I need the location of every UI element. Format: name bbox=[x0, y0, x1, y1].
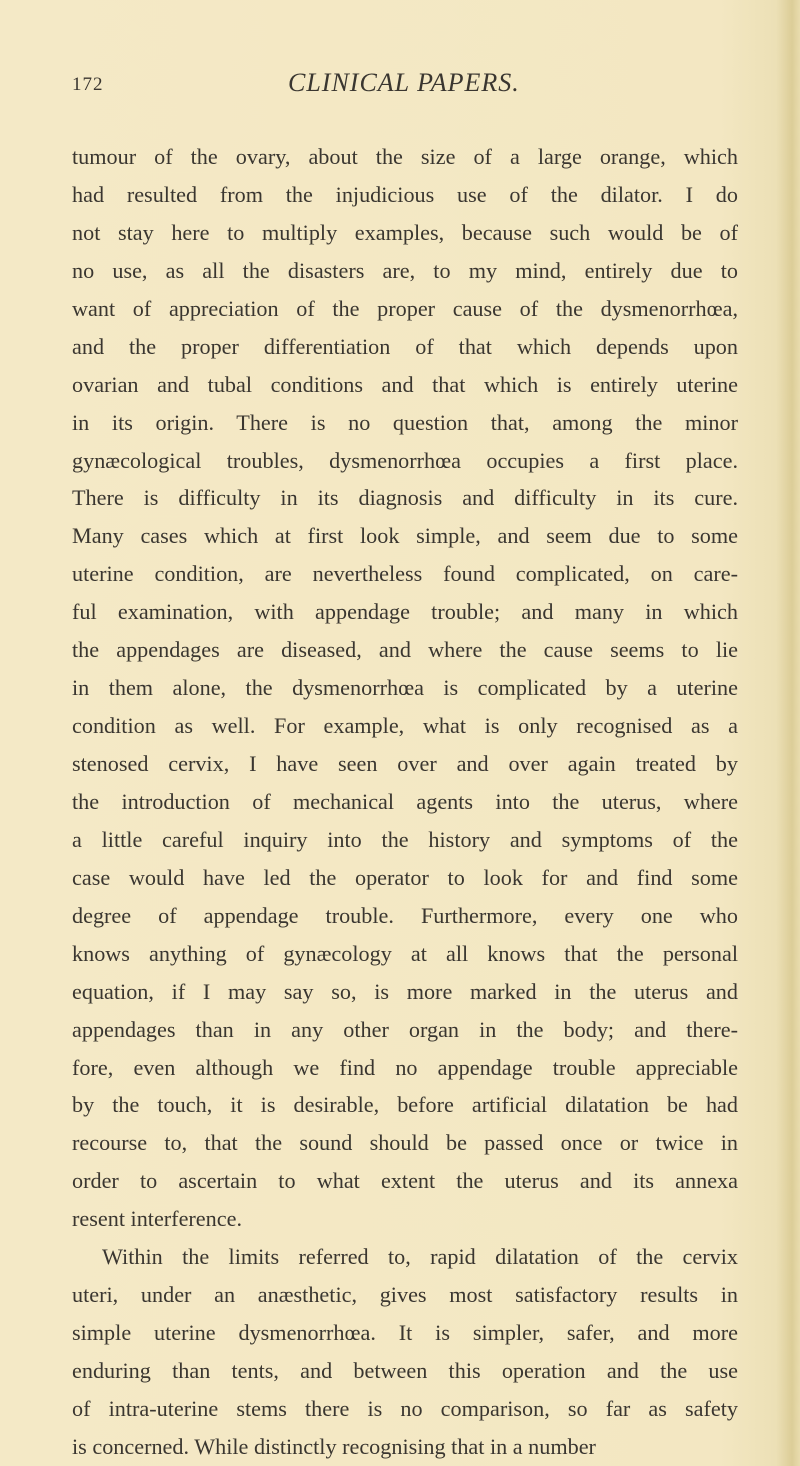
text-line: and the proper differentiation of that which depends upon bbox=[72, 333, 738, 359]
text-line: enduring than tents, and between this operation and the use bbox=[72, 1358, 738, 1383]
text-line: gynæcological troubles, dysmenorrhœa occupies a first place. bbox=[72, 447, 738, 473]
text-line: knows anything of gynæcology at all knows that the personal bbox=[72, 940, 738, 966]
text-line: ovarian and tubal conditions and that which is entirely uterine bbox=[72, 371, 738, 397]
text-line: degree of appendage trouble. Furthermore, every one who bbox=[72, 902, 738, 928]
text-line: uteri, under an anæsthetic, gives most satisfactory results in bbox=[72, 1282, 738, 1308]
text-line: of intra-uterine stems there is no comparison, so far as safety bbox=[72, 1395, 738, 1421]
page-number: 172 bbox=[72, 74, 104, 95]
text-line: a little careful inquiry into the history and symptoms of the bbox=[72, 826, 738, 852]
text-line: had resulted from the injudicious use of the dilator. I do bbox=[72, 181, 738, 207]
text-line: ful examination, with appendage trouble; and many in which bbox=[72, 599, 738, 625]
text-line: the appendages are diseased, and where the cause seems to lie bbox=[72, 637, 738, 663]
text-line: recourse to, that the sound should be passed once or twice in bbox=[72, 1130, 738, 1156]
page-header bbox=[72, 68, 738, 98]
running-title: CLINICAL PAPERS. bbox=[288, 68, 520, 97]
body-text bbox=[72, 138, 738, 1466]
text-line: no use, as all the disasters are, to my mind, entirely due to bbox=[72, 257, 738, 283]
text-line: order to ascertain to what extent the uterus and its annexa bbox=[72, 1168, 738, 1194]
text-line: equation, if I may say so, is more marked in the uterus and bbox=[72, 978, 738, 1004]
text-line: There is difficulty in its diagnosis and difficulty in its cure. bbox=[72, 485, 738, 511]
text-line: case would have led the operator to look for and find some bbox=[72, 864, 738, 890]
text-line: condition as well. For example, what is only recognised as a bbox=[72, 713, 738, 739]
text-line: by the touch, it is desirable, before artificial dilatation be had bbox=[72, 1092, 738, 1118]
text-line: is concerned. While distinctly recognising that in a number bbox=[72, 1433, 596, 1459]
text-line: Within the limits referred to, rapid dilatation of the cervix bbox=[102, 1244, 738, 1270]
text-line: resent interference. bbox=[72, 1206, 242, 1232]
text-line: in them alone, the dysmenorrhœa is complicated by a uterine bbox=[72, 675, 738, 701]
text-line: appendages than in any other organ in the body; and there- bbox=[72, 1016, 738, 1042]
text-line: stenosed cervix, I have seen over and over again treated by bbox=[72, 751, 738, 776]
text-line: fore, even although we find no appendage trouble appreciable bbox=[72, 1054, 738, 1080]
text-line: uterine condition, are nevertheless found complicated, on care- bbox=[72, 561, 738, 587]
text-line: in its origin. There is no question that, among the minor bbox=[72, 409, 738, 435]
text-line: not stay here to multiply examples, because such would be of bbox=[72, 219, 738, 245]
text-line: tumour of the ovary, about the size of a large orange, which bbox=[72, 144, 738, 169]
text-line: Many cases which at first look simple, and seem due to some bbox=[72, 523, 738, 549]
text-line: the introduction of mechanical agents into the uterus, where bbox=[72, 788, 738, 814]
text-line: simple uterine dysmenorrhœa. It is simpler, safer, and more bbox=[72, 1320, 738, 1346]
text-line: want of appreciation of the proper cause of the dysmenorrhœa, bbox=[72, 295, 738, 321]
